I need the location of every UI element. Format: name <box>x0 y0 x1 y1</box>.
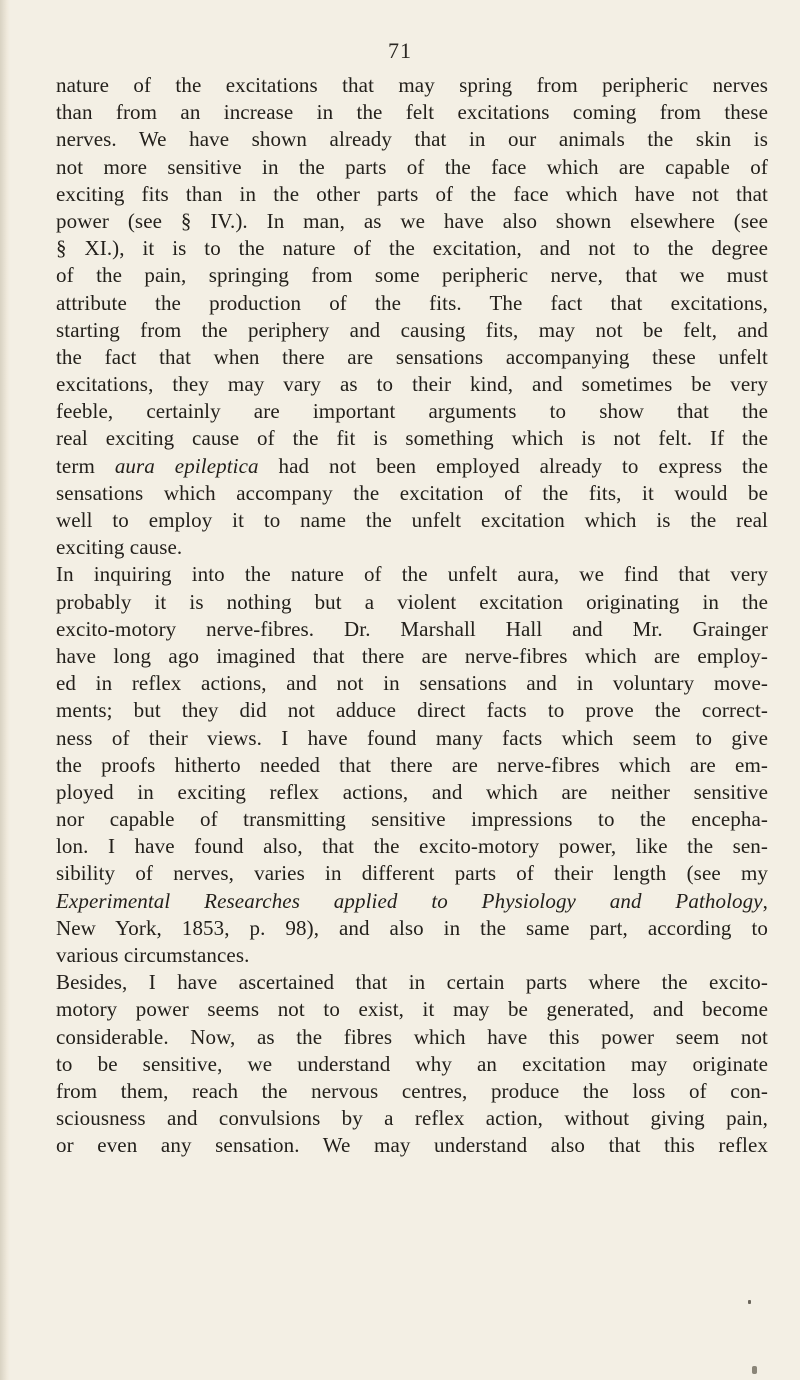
text-line: or even any sensation. We may understand also that this reflex <box>56 1133 768 1158</box>
text-line: probably it is nothing but a violent excitation originating in the <box>56 589 768 614</box>
text-line: Besides, I have ascertained that in certain parts where the excito- <box>56 970 768 995</box>
italic-text: aura epileptica <box>114 453 259 478</box>
text-line: the proofs hitherto needed that there are nerve-fibres which are em- <box>56 752 768 777</box>
italic-text: Experimental Researches applied to Physiology and Pathology <box>56 888 763 913</box>
text-line: to be sensitive, we understand why an excitation may originate <box>56 1051 768 1076</box>
ink-speck <box>748 1300 751 1304</box>
text-line: lon. I have found also, that the excito-motory power, like the sen- <box>56 834 768 859</box>
text-line: considerable. Now, as the fibres which have this power seem not <box>56 1024 768 1049</box>
text-line: well to employ it to name the unfelt excitation which is the real <box>56 508 768 532</box>
body-text <box>56 72 768 1160</box>
text-line: excito-motory nerve-fibres. Dr. Marshall Hall and Mr. Grainger <box>56 616 768 641</box>
text-line: not more sensitive in the parts of the face which are capable of <box>56 154 768 179</box>
text-line: exciting fits than in the other parts of the face which have not that <box>56 181 768 206</box>
text-line: term aura epileptica had not been employed already to express the <box>56 453 769 478</box>
text-line: nor capable of transmitting sensitive impressions to the encepha- <box>56 807 768 832</box>
text-line: the fact that when there are sensations accompanying these unfelt <box>56 344 768 369</box>
text-line: ments; but they did not adduce direct facts to prove the correct- <box>56 698 768 723</box>
page-number: 71 <box>388 38 412 63</box>
text-line: nerves. We have shown already that in our animals the skin is <box>56 127 768 152</box>
text-line: from them, reach the nervous centres, produce the loss of con- <box>56 1078 768 1103</box>
text-line: § XI.), it is to the nature of the excitation, and not to the degree <box>56 236 768 261</box>
text-line: feeble, certainly are important arguments to show that the <box>56 399 768 424</box>
text-line: motory power seems not to exist, it may be generated, and become <box>56 997 768 1022</box>
text-line: than from an increase in the felt excitations coming from these <box>56 100 768 125</box>
text-line: sciousness and convulsions by a reflex action, without giving pain, <box>56 1106 768 1131</box>
text-line: nature of the excitations that may spring from peripheric nerves <box>56 73 768 97</box>
page-edge-shadow <box>0 0 10 1380</box>
text-line: excitations, they may vary as to their kind, and sometimes be very <box>56 372 768 397</box>
text-line: real exciting cause of the fit is something which is not felt. If the <box>56 426 768 451</box>
text-line: sibility of nerves, varies in different parts of their length (see my <box>56 861 768 886</box>
text-line: In inquiring into the nature of the unfelt aura, we find that very <box>56 562 768 587</box>
text-line: Experimental Researches applied to Physiology and Pathology, <box>56 888 768 913</box>
text-line: ed in reflex actions, and not in sensations and in voluntary move- <box>56 671 768 696</box>
text-line: ness of their views. I have found many facts which seem to give <box>56 725 768 750</box>
text-line: of the pain, springing from some peripheric nerve, that we must <box>56 263 768 288</box>
text-line: have long ago imagined that there are nerve-fibres which are employ- <box>56 643 768 668</box>
ink-speck <box>752 1366 757 1374</box>
text-line: power (see § IV.). In man, as we have also shown elsewhere (see <box>56 208 768 233</box>
text-line: ployed in exciting reflex actions, and which are neither sensitive <box>56 779 768 804</box>
text-line: attribute the production of the fits. The fact that excitations, <box>56 290 768 315</box>
text-line: New York, 1853, p. 98), and also in the same part, according to <box>56 915 768 940</box>
text-line: exciting cause. <box>56 535 183 560</box>
text-line: sensations which accompany the excitation of the fits, it would be <box>56 480 768 505</box>
text-line: various circumstances. <box>56 943 250 967</box>
text-line: starting from the periphery and causing fits, may not be felt, and <box>56 317 768 342</box>
